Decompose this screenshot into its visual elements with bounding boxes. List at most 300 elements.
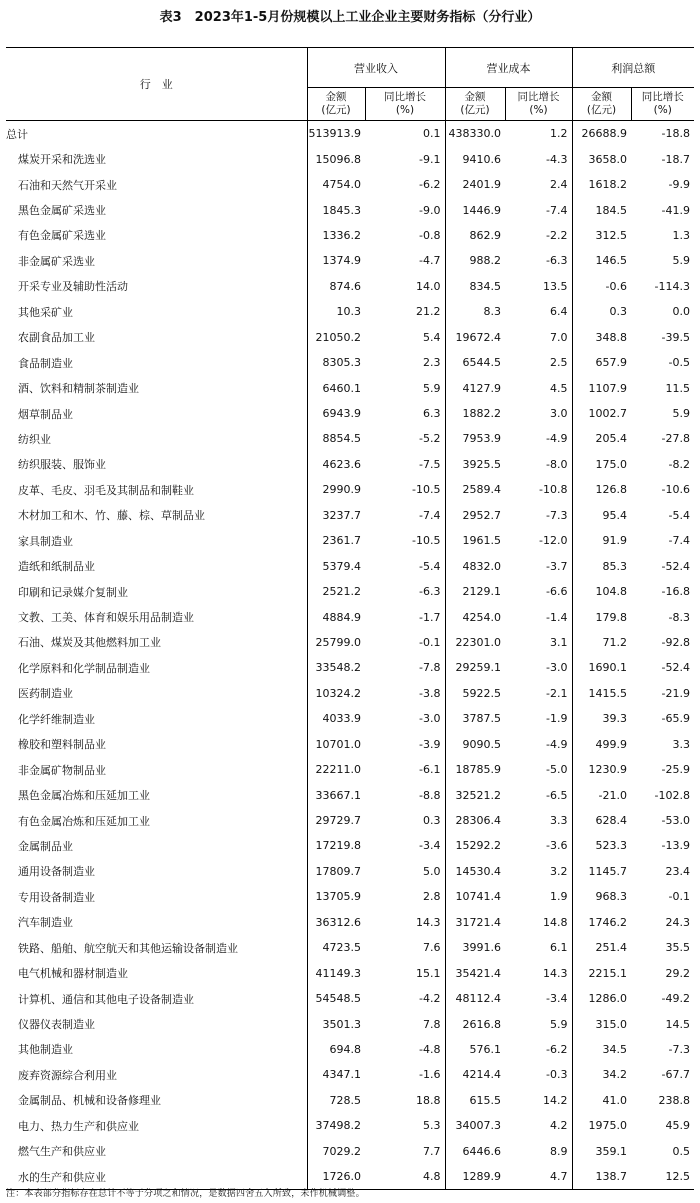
revenue-amount-cell: 22211.0 — [307, 757, 365, 782]
cost-amount-header: 金额 (亿元) — [445, 88, 505, 121]
industry-name: 开采专业及辅助性活动 — [18, 280, 128, 294]
table-row — [6, 1113, 694, 1138]
revenue-growth-cell: -3.8 — [419, 686, 441, 700]
cost-growth-cell: -6.5 — [546, 788, 568, 802]
table-body — [6, 121, 694, 1190]
cost-amount-cell: 2616.8 — [445, 1011, 505, 1036]
profit-growth-cell: -18.8 — [661, 127, 690, 141]
profit-growth-cell: -49.2 — [661, 992, 690, 1006]
industry-name: 总计 — [6, 127, 28, 141]
cost-amount-cell: 4127.9 — [445, 375, 505, 400]
cost-amount-cell: 9090.5 — [445, 732, 505, 757]
revenue-amount-cell: 3237.7 — [307, 503, 365, 528]
profit-amount-cell: 138.7 — [572, 1164, 631, 1190]
table-row — [6, 274, 694, 299]
industry-name: 其他制造业 — [18, 1043, 73, 1057]
revenue-growth-cell: 21.2 — [416, 305, 441, 319]
table-row — [6, 477, 694, 502]
industry-name: 纺织业 — [18, 432, 51, 446]
revenue-growth-cell: -6.2 — [419, 178, 441, 192]
revenue-amount-cell: 6460.1 — [307, 375, 365, 400]
cost-growth-cell: -1.9 — [546, 712, 568, 726]
revenue-amount-cell: 4347.1 — [307, 1062, 365, 1087]
profit-amount-cell: 1975.0 — [572, 1113, 631, 1138]
table-title: 表3 2023年1-5月份规模以上工业企业主要财务指标（分行业） — [159, 10, 541, 25]
revenue-growth-cell: 5.0 — [423, 864, 441, 878]
cost-growth-cell: -3.0 — [546, 661, 568, 675]
cost-growth-cell: 3.2 — [550, 864, 568, 878]
profit-amount-cell: 184.5 — [572, 197, 631, 222]
revenue-growth-cell: 0.3 — [423, 814, 441, 828]
cost-growth-cell: 3.3 — [550, 814, 568, 828]
industry-name: 食品制造业 — [18, 356, 73, 370]
cost-amount-cell: 862.9 — [445, 223, 505, 248]
cost-amount-cell: 3991.6 — [445, 935, 505, 960]
cost-amount-cell: 988.2 — [445, 248, 505, 273]
revenue-growth-cell: -8.8 — [419, 788, 441, 802]
revenue-amount-cell: 29729.7 — [307, 808, 365, 833]
revenue-growth-cell: 5.9 — [423, 381, 441, 395]
revenue-amount-cell: 4884.9 — [307, 604, 365, 629]
revenue-growth-cell: -6.1 — [419, 763, 441, 777]
profit-growth-cell: 3.3 — [672, 737, 690, 751]
revenue-amount-cell: 17219.8 — [307, 833, 365, 858]
cost-amount-cell: 3787.5 — [445, 706, 505, 731]
profit-growth-cell: -8.3 — [668, 610, 690, 624]
revenue-amount-cell: 4033.9 — [307, 706, 365, 731]
industry-name: 铁路、船舶、航空航天和其他运输设备制造业 — [18, 941, 238, 955]
profit-growth-cell: 29.2 — [665, 966, 690, 980]
profit-growth-cell: -65.9 — [661, 712, 690, 726]
cost-amount-cell: 14530.4 — [445, 859, 505, 884]
table-row — [6, 223, 694, 248]
profit-growth-cell: -114.3 — [654, 279, 690, 293]
revenue-amount-cell: 874.6 — [307, 274, 365, 299]
revenue-amount-cell: 2990.9 — [307, 477, 365, 502]
cost-growth-cell: 6.4 — [550, 305, 568, 319]
cost-growth-cell: -6.2 — [546, 1042, 568, 1056]
industry-name: 烟草制品业 — [18, 407, 73, 421]
cost-growth-cell: 14.8 — [543, 915, 568, 929]
industry-name: 印刷和记录媒介复制业 — [18, 585, 128, 599]
profit-growth-cell: -0.5 — [668, 356, 690, 370]
cost-amount-cell: 1289.9 — [445, 1164, 505, 1190]
profit-growth-cell: -102.8 — [654, 788, 690, 802]
cost-amount-cell: 35421.4 — [445, 960, 505, 985]
table-row — [6, 1139, 694, 1164]
cost-growth-cell: 8.9 — [550, 1144, 568, 1158]
industry-name: 橡胶和塑料制品业 — [18, 738, 106, 752]
revenue-amount-cell: 3501.3 — [307, 1011, 365, 1036]
revenue-growth-cell: 14.0 — [416, 279, 441, 293]
profit-growth-cell: -53.0 — [661, 814, 690, 828]
cost-growth-cell: -4.9 — [546, 737, 568, 751]
table-row — [6, 782, 694, 807]
table-row — [6, 452, 694, 477]
revenue-amount-cell: 8854.5 — [307, 426, 365, 451]
cost-amount-cell: 7953.9 — [445, 426, 505, 451]
revenue-growth-cell: -4.2 — [419, 992, 441, 1006]
profit-amount-cell: 1746.2 — [572, 910, 631, 935]
revenue-amount-cell: 33667.1 — [307, 782, 365, 807]
cost-growth-cell: -3.6 — [546, 839, 568, 853]
revenue-amount-cell: 4754.0 — [307, 172, 365, 197]
industry-name: 石油和天然气开采业 — [18, 178, 117, 192]
cost-growth-cell: 4.7 — [505, 1164, 572, 1190]
cost-growth-cell: 1.9 — [550, 890, 568, 904]
profit-growth-cell: -39.5 — [661, 330, 690, 344]
profit-amount-cell: 0.3 — [572, 299, 631, 324]
table-row — [6, 172, 694, 197]
profit-amount-cell: 126.8 — [572, 477, 631, 502]
revenue-growth-cell: 14.3 — [416, 915, 441, 929]
cost-amount-cell: 22301.0 — [445, 630, 505, 655]
profit-growth-cell: 12.5 — [631, 1164, 694, 1190]
cost-growth-cell: -0.3 — [546, 1068, 568, 1082]
profit-amount-cell: 312.5 — [572, 223, 631, 248]
cost-growth-cell: -3.4 — [546, 992, 568, 1006]
revenue-growth-cell: 5.3 — [423, 1119, 441, 1133]
cost-amount-cell: 32521.2 — [445, 782, 505, 807]
profit-growth-cell: 45.9 — [665, 1119, 690, 1133]
cost-amount-cell: 2589.4 — [445, 477, 505, 502]
profit-growth-cell: -10.6 — [661, 483, 690, 497]
profit-amount-cell: 315.0 — [572, 1011, 631, 1036]
table-row — [6, 121, 694, 147]
profit-growth-cell: -7.3 — [668, 1042, 690, 1056]
profit-amount-cell: 71.2 — [572, 630, 631, 655]
profit-growth-cell: 238.8 — [658, 1093, 690, 1107]
cost-growth-cell: -10.8 — [539, 483, 568, 497]
industry-name: 木材加工和木、竹、藤、棕、草制品业 — [18, 509, 205, 523]
profit-growth-cell: -8.2 — [668, 457, 690, 471]
industry-name: 电气机械和器材制造业 — [18, 967, 128, 981]
cost-amount-cell: 10741.4 — [445, 884, 505, 909]
industry-name: 金属制品业 — [18, 839, 73, 853]
cost-growth-cell: 13.5 — [543, 279, 568, 293]
revenue-amount-cell: 10.3 — [307, 299, 365, 324]
cost-growth-cell: -5.0 — [546, 763, 568, 777]
cost-growth-cell: 3.1 — [550, 635, 568, 649]
table-row — [6, 655, 694, 680]
revenue-growth-cell: -7.4 — [419, 508, 441, 522]
cost-growth-cell: 6.1 — [550, 941, 568, 955]
revenue-growth-cell: -4.7 — [419, 254, 441, 268]
profit-growth-cell: 0.5 — [672, 1144, 690, 1158]
revenue-amount-cell: 1726.0 — [307, 1164, 365, 1190]
revenue-growth-cell: -5.4 — [419, 559, 441, 573]
table-row — [6, 910, 694, 935]
cost-growth-cell: -2.1 — [546, 686, 568, 700]
industry-name: 非金属矿采选业 — [18, 254, 95, 268]
cost-growth-cell: -7.3 — [546, 508, 568, 522]
industry-name: 有色金属冶炼和压延加工业 — [18, 814, 150, 828]
profit-growth-cell: 5.9 — [672, 407, 690, 421]
cost-growth-header: 同比增长 (%) — [505, 88, 572, 121]
table-row — [6, 350, 694, 375]
profit-amount-header: 金额 (亿元) — [572, 88, 631, 121]
table-row — [6, 986, 694, 1011]
table-row — [6, 732, 694, 757]
profit-amount-cell: 1145.7 — [572, 859, 631, 884]
revenue-growth-cell: -7.5 — [419, 457, 441, 471]
revenue-growth-cell: 7.7 — [423, 1144, 441, 1158]
profit-amount-cell: 104.8 — [572, 579, 631, 604]
profit-amount-cell: 523.3 — [572, 833, 631, 858]
industry-name: 专用设备制造业 — [18, 890, 95, 904]
profit-growth-cell: 14.5 — [665, 1017, 690, 1031]
revenue-growth-cell: -3.9 — [419, 737, 441, 751]
cost-growth-cell: -4.9 — [546, 432, 568, 446]
industry-name: 黑色金属冶炼和压延加工业 — [18, 789, 150, 803]
revenue-growth-cell: -9.0 — [419, 203, 441, 217]
revenue-growth-cell: 5.4 — [423, 330, 441, 344]
industry-name: 农副食品加工业 — [18, 331, 95, 345]
revenue-growth-cell: -0.8 — [419, 228, 441, 242]
footnote: 注：本表部分指标存在总计不等于分项之和情况，是数据四舍五入所致，未作机械调整。 — [6, 1189, 365, 1199]
table-row — [6, 630, 694, 655]
revenue-growth-cell: 2.3 — [423, 356, 441, 370]
cost-growth-cell: -6.3 — [546, 254, 568, 268]
industry-name: 非金属矿物制品业 — [18, 763, 106, 777]
revenue-growth-cell: -4.8 — [419, 1042, 441, 1056]
cost-amount-cell: 3925.5 — [445, 452, 505, 477]
profit-growth-cell: -13.9 — [661, 839, 690, 853]
revenue-growth-cell: 15.1 — [416, 966, 441, 980]
revenue-amount-header: 金额 (亿元) — [307, 88, 365, 121]
revenue-amount-cell: 15096.8 — [307, 146, 365, 171]
revenue-amount-cell: 6943.9 — [307, 401, 365, 426]
cost-growth-cell: 4.2 — [550, 1119, 568, 1133]
cost-growth-cell: 7.0 — [550, 330, 568, 344]
industry-name: 电力、热力生产和供应业 — [18, 1119, 139, 1133]
cost-growth-cell: 14.3 — [543, 966, 568, 980]
cost-growth-cell: -8.0 — [546, 457, 568, 471]
cost-amount-cell: 438330.0 — [445, 121, 505, 147]
profit-growth-cell: 0.0 — [672, 305, 690, 319]
cost-growth-cell: -1.4 — [546, 610, 568, 624]
profit-growth-cell: 24.3 — [665, 915, 690, 929]
revenue-growth-cell: 4.8 — [365, 1164, 445, 1190]
cost-amount-cell: 8.3 — [445, 299, 505, 324]
profit-amount-cell: 1230.9 — [572, 757, 631, 782]
table-row — [6, 706, 694, 731]
cost-amount-cell: 6446.6 — [445, 1139, 505, 1164]
table-row — [6, 325, 694, 350]
cost-amount-cell: 15292.2 — [445, 833, 505, 858]
profit-header: 利润总额 — [572, 48, 694, 88]
table-row — [6, 299, 694, 324]
cost-amount-cell: 31721.4 — [445, 910, 505, 935]
profit-amount-cell: 348.8 — [572, 325, 631, 350]
profit-amount-cell: 34.2 — [572, 1062, 631, 1087]
profit-amount-cell: 205.4 — [572, 426, 631, 451]
revenue-amount-cell: 10324.2 — [307, 681, 365, 706]
cost-header: 营业成本 — [445, 48, 572, 88]
revenue-growth-cell: -3.0 — [419, 712, 441, 726]
profit-amount-cell: 26688.9 — [572, 121, 631, 147]
table-row — [6, 808, 694, 833]
cost-growth-cell: -3.7 — [546, 559, 568, 573]
revenue-growth-cell: 7.8 — [423, 1017, 441, 1031]
profit-growth-cell: -9.9 — [668, 178, 690, 192]
profit-amount-cell: 657.9 — [572, 350, 631, 375]
profit-amount-cell: 1002.7 — [572, 401, 631, 426]
industry-name: 家具制造业 — [18, 534, 73, 548]
industry-name: 其他采矿业 — [18, 305, 73, 319]
cost-growth-cell: 4.5 — [550, 381, 568, 395]
profit-growth-cell: 1.3 — [672, 228, 690, 242]
table-row — [6, 1062, 694, 1087]
revenue-amount-cell: 1845.3 — [307, 197, 365, 222]
profit-amount-cell: 1107.9 — [572, 375, 631, 400]
revenue-amount-cell: 37498.2 — [307, 1113, 365, 1138]
revenue-amount-cell: 25799.0 — [307, 630, 365, 655]
profit-amount-cell: -21.0 — [572, 782, 631, 807]
cost-growth-cell: -7.4 — [546, 203, 568, 217]
industry-name: 有色金属矿采选业 — [18, 229, 106, 243]
profit-amount-cell: 968.3 — [572, 884, 631, 909]
profit-growth-cell: -67.7 — [661, 1068, 690, 1082]
revenue-amount-cell: 36312.6 — [307, 910, 365, 935]
table-row — [6, 681, 694, 706]
cost-growth-cell: 14.2 — [543, 1093, 568, 1107]
profit-growth-cell: -41.9 — [661, 203, 690, 217]
industry-name: 金属制品、机械和设备修理业 — [18, 1094, 161, 1108]
profit-growth-cell: -5.4 — [668, 508, 690, 522]
table-row — [6, 248, 694, 273]
revenue-growth-cell: -5.2 — [419, 432, 441, 446]
profit-amount-cell: 179.8 — [572, 604, 631, 629]
profit-amount-cell: 1618.2 — [572, 172, 631, 197]
industry-name: 医药制造业 — [18, 687, 73, 701]
industry-name: 石油、煤炭及其他燃料加工业 — [18, 636, 161, 650]
table-row — [6, 960, 694, 985]
revenue-growth-cell: -3.4 — [419, 839, 441, 853]
revenue-amount-cell: 728.5 — [307, 1088, 365, 1113]
table-row — [6, 426, 694, 451]
profit-amount-cell: 1415.5 — [572, 681, 631, 706]
table-row — [6, 528, 694, 553]
industry-name: 化学纤维制造业 — [18, 712, 95, 726]
table-row — [6, 757, 694, 782]
cost-amount-cell: 576.1 — [445, 1037, 505, 1062]
cost-amount-cell: 9410.6 — [445, 146, 505, 171]
revenue-amount-cell: 21050.2 — [307, 325, 365, 350]
industry-name: 文教、工美、体育和娱乐用品制造业 — [18, 611, 194, 625]
profit-amount-cell: 499.9 — [572, 732, 631, 757]
cost-growth-cell: 2.4 — [550, 178, 568, 192]
profit-amount-cell: 95.4 — [572, 503, 631, 528]
cost-amount-cell: 1961.5 — [445, 528, 505, 553]
profit-amount-cell: 146.5 — [572, 248, 631, 273]
profit-growth-cell: -21.9 — [661, 686, 690, 700]
industry-name: 通用设备制造业 — [18, 865, 95, 879]
industry-header: 行 业 — [6, 48, 307, 121]
profit-growth-cell: -52.4 — [661, 661, 690, 675]
table-row — [6, 604, 694, 629]
table-row — [6, 503, 694, 528]
revenue-growth-cell: -7.8 — [419, 661, 441, 675]
cost-amount-cell: 834.5 — [445, 274, 505, 299]
revenue-amount-cell: 513913.9 — [307, 121, 365, 147]
cost-growth-cell: -4.3 — [546, 152, 568, 166]
profit-amount-cell: 2215.1 — [572, 960, 631, 985]
cost-growth-cell: 3.0 — [550, 407, 568, 421]
revenue-growth-cell: -6.3 — [419, 585, 441, 599]
industry-name: 化学原料和化学制品制造业 — [18, 661, 150, 675]
cost-amount-cell: 34007.3 — [445, 1113, 505, 1138]
industry-name: 造纸和纸制品业 — [18, 560, 95, 574]
table-row — [6, 579, 694, 604]
profit-amount-cell: 175.0 — [572, 452, 631, 477]
revenue-amount-cell: 2521.2 — [307, 579, 365, 604]
industry-name: 汽车制造业 — [18, 916, 73, 930]
industry-name: 皮革、毛皮、羽毛及其制品和制鞋业 — [18, 483, 194, 497]
revenue-amount-cell: 4723.5 — [307, 935, 365, 960]
industry-name: 燃气生产和供应业 — [18, 1145, 106, 1159]
profit-amount-cell: 359.1 — [572, 1139, 631, 1164]
revenue-growth-cell: 2.8 — [423, 890, 441, 904]
profit-growth-cell: 35.5 — [665, 941, 690, 955]
profit-amount-cell: 1286.0 — [572, 986, 631, 1011]
profit-amount-cell: 3658.0 — [572, 146, 631, 171]
cost-growth-cell: 5.9 — [550, 1017, 568, 1031]
cost-amount-cell: 28306.4 — [445, 808, 505, 833]
revenue-growth-cell: 0.1 — [423, 127, 441, 141]
industry-name: 仪器仪表制造业 — [18, 1018, 95, 1032]
revenue-amount-cell: 4623.6 — [307, 452, 365, 477]
table-row — [6, 375, 694, 400]
profit-growth-cell: -7.4 — [668, 534, 690, 548]
revenue-amount-cell: 33548.2 — [307, 655, 365, 680]
profit-amount-cell: 251.4 — [572, 935, 631, 960]
industry-name: 废弃资源综合利用业 — [18, 1068, 117, 1082]
cost-amount-cell: 29259.1 — [445, 655, 505, 680]
table-row — [6, 1011, 694, 1036]
cost-amount-cell: 2952.7 — [445, 503, 505, 528]
profit-growth-cell: -18.7 — [661, 152, 690, 166]
profit-amount-cell: 628.4 — [572, 808, 631, 833]
table-row — [6, 553, 694, 578]
table-row — [6, 859, 694, 884]
table-row — [6, 833, 694, 858]
industry-name: 纺织服装、服饰业 — [18, 458, 106, 472]
cost-amount-cell: 2401.9 — [445, 172, 505, 197]
profit-amount-cell: 85.3 — [572, 553, 631, 578]
table-row — [6, 146, 694, 171]
profit-growth-cell: -27.8 — [661, 432, 690, 446]
table-row — [6, 401, 694, 426]
revenue-amount-cell: 2361.7 — [307, 528, 365, 553]
profit-amount-cell: 34.5 — [572, 1037, 631, 1062]
cost-growth-cell: 1.2 — [550, 127, 568, 141]
table-row — [6, 935, 694, 960]
industry-name: 煤炭开采和洗选业 — [18, 153, 106, 167]
profit-growth-cell: -16.8 — [661, 585, 690, 599]
revenue-amount-cell: 17809.7 — [307, 859, 365, 884]
revenue-amount-cell: 694.8 — [307, 1037, 365, 1062]
profit-growth-cell: -92.8 — [661, 635, 690, 649]
cost-amount-cell: 4214.4 — [445, 1062, 505, 1087]
profit-growth-cell: -25.9 — [661, 763, 690, 777]
revenue-amount-cell: 54548.5 — [307, 986, 365, 1011]
cost-amount-cell: 19672.4 — [445, 325, 505, 350]
table-row — [6, 1088, 694, 1113]
cost-growth-cell: 2.5 — [550, 356, 568, 370]
revenue-amount-cell: 13705.9 — [307, 884, 365, 909]
cost-amount-cell: 1882.2 — [445, 401, 505, 426]
